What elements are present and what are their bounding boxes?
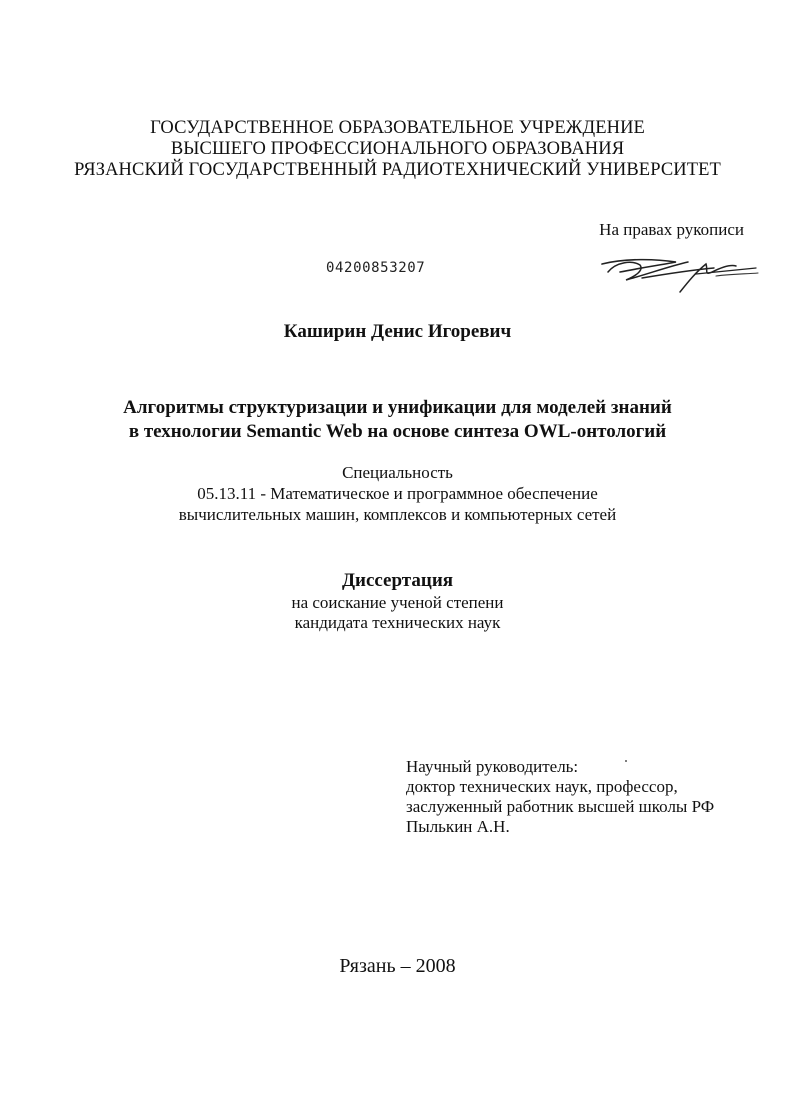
institution-line-3: РЯЗАНСКИЙ ГОСУДАРСТВЕННЫЙ РАДИОТЕХНИЧЕСКИЙ УНИВЕРСИТЕТ: [74, 160, 721, 180]
specialty-block: [0, 462, 795, 525]
specialty-line-1: 05.13.11 - Математическое и программное обеспечение: [197, 484, 598, 503]
institution-line-1: ГОСУДАРСТВЕННОЕ ОБРАЗОВАТЕЛЬНОЕ УЧРЕЖДЕНИЕ: [150, 118, 645, 138]
thesis-title-line-2: в технологии Semantic Web на основе синтеза OWL-онтологий: [128, 421, 667, 442]
supervisor-line-1: доктор технических наук, профессор,: [406, 777, 678, 796]
degree-block: [0, 593, 795, 633]
institution-header: [0, 118, 795, 181]
degree-line-2: кандидата технических наук: [294, 613, 501, 632]
thesis-title-line-1: Алгоритмы структуризации и унификации для моделей знаний: [123, 397, 672, 418]
thesis-title: [0, 396, 795, 444]
supervisor-name: Пылькин А.Н.: [406, 817, 510, 836]
document-number: 04200853207: [326, 260, 426, 276]
signature-icon: [596, 252, 761, 294]
degree-line-1: на соискание ученой степени: [291, 593, 504, 612]
manuscript-note: На правах рукописи: [599, 220, 744, 239]
specialty-line-2: вычислительных машин, комплексов и компьютерных сетей: [178, 505, 617, 524]
author-name: Каширин Денис Игоревич: [283, 321, 512, 342]
supervisor-line-2: заслуженный работник высшей школы РФ: [406, 797, 715, 816]
institution-line-2: ВЫСШЕГО ПРОФЕССИОНАЛЬНОГО ОБРАЗОВАНИЯ: [170, 139, 625, 159]
city-year: Рязань – 2008: [339, 955, 456, 977]
specialty-label: Специальность: [342, 463, 453, 482]
supervisor-label: Научный руководитель:: [406, 757, 579, 776]
supervisor-block: [406, 757, 714, 837]
dissertation-heading: Диссертация: [341, 570, 454, 591]
